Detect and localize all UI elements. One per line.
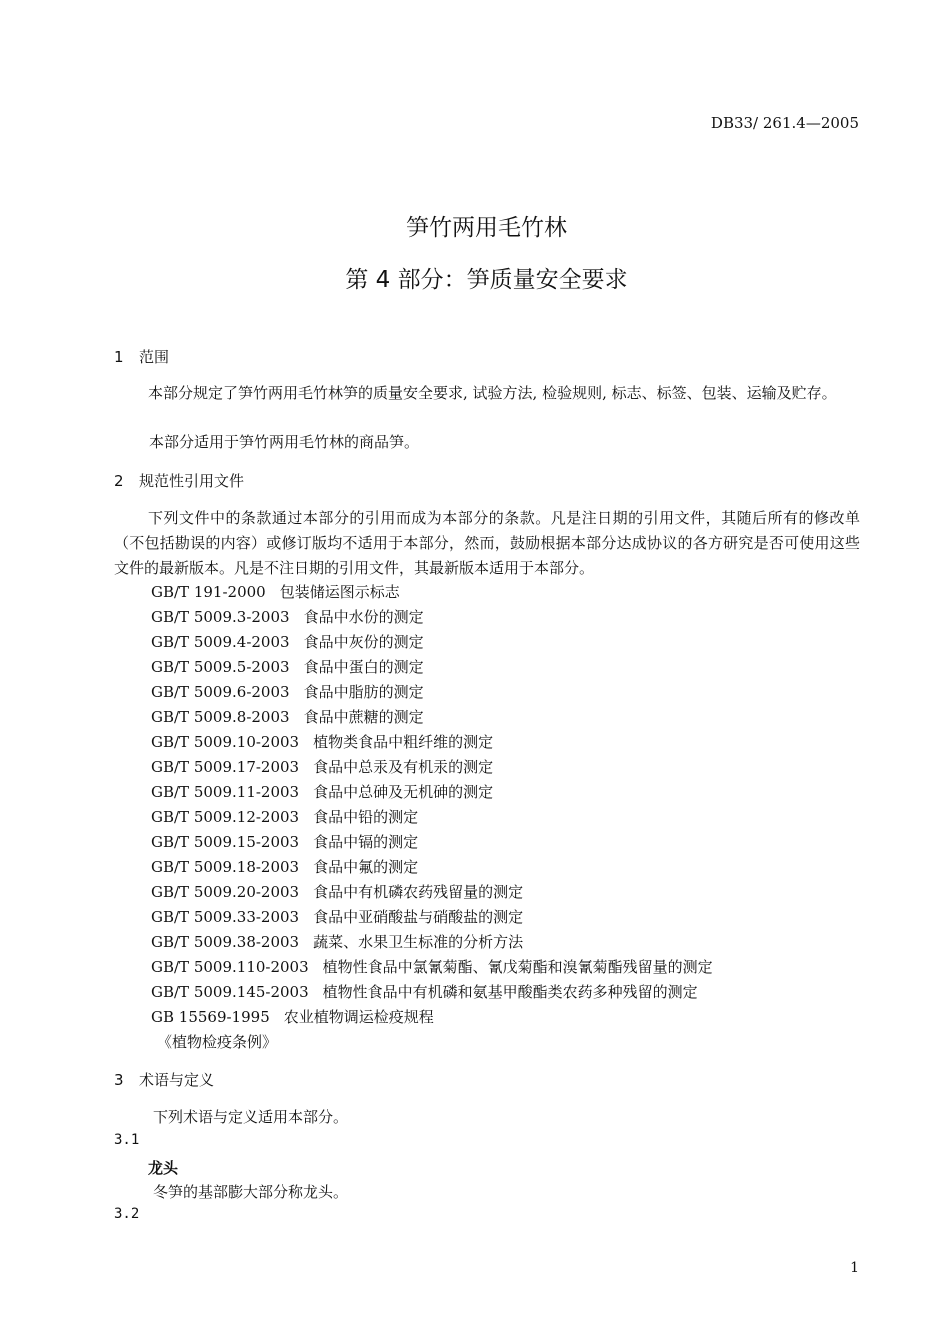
- reference-item: [151, 981, 698, 1002]
- reference-title: 食品中氟的测定: [313, 858, 419, 876]
- term-name: 龙头: [148, 1159, 179, 1177]
- section-title: 范围: [139, 348, 170, 366]
- page-number: 1: [850, 1260, 859, 1276]
- reference-code: GB/T 5009.6-2003: [151, 683, 290, 701]
- reference-item: [151, 706, 424, 727]
- reference-title: 食品中总砷及无机砷的测定: [313, 783, 494, 801]
- clause-number: 3.2: [114, 1206, 140, 1222]
- section-heading-terms: [114, 1069, 214, 1090]
- reference-item: [151, 881, 523, 902]
- section-number: 1: [114, 348, 124, 366]
- section-number: 2: [114, 472, 124, 490]
- reference-title: 食品中有机磷农药残留量的测定: [313, 883, 524, 901]
- reference-item: [151, 856, 418, 877]
- reference-title: 食品中脂肪的测定: [303, 683, 424, 701]
- section-heading-scope: [114, 346, 169, 367]
- reference-title: 食品中蔗糖的测定: [303, 708, 424, 726]
- reference-code: GB/T 5009.145-2003: [151, 983, 309, 1001]
- document-title: 笋竹两用毛竹林: [406, 215, 567, 241]
- reference-code: GB/T 5009.10-2003: [151, 733, 300, 751]
- reference-title: 食品中水份的测定: [303, 608, 424, 626]
- reference-title: 蔬菜、水果卫生标准的分析方法: [313, 933, 524, 951]
- reference-code: GB/T 5009.5-2003: [151, 658, 290, 676]
- reference-item: [151, 656, 424, 677]
- reference-title: 植物性食品中有机磷和氨基甲酸酯类农药多种残留的测定: [322, 983, 698, 1001]
- scope-paragraph-2: 本部分适用于笋竹两用毛竹林的商品笋。: [149, 433, 420, 451]
- reference-item: [151, 631, 424, 652]
- reference-item: [151, 581, 400, 602]
- terms-intro: 下列术语与定义适用本部分。: [153, 1108, 349, 1126]
- section-number: 3: [114, 1071, 124, 1089]
- reference-item: [151, 606, 424, 627]
- reference-item: [151, 906, 523, 927]
- reference-title: 农业植物调运检疫规程: [283, 1008, 434, 1026]
- reference-code: GB/T 5009.33-2003: [151, 908, 300, 926]
- reference-item: [151, 1006, 434, 1027]
- reference-title: 植物性食品中氯氰菊酯、氰戊菊酯和溴氰菊酯残留量的测定: [322, 958, 713, 976]
- reference-item: [151, 956, 713, 977]
- reference-code: GB/T 5009.4-2003: [151, 633, 290, 651]
- reference-title: 食品中蛋白的测定: [303, 658, 424, 676]
- reference-code: GB/T 5009.8-2003: [151, 708, 290, 726]
- reference-code: GB/T 5009.11-2003: [151, 783, 300, 801]
- reference-title: 食品中铅的测定: [313, 808, 419, 826]
- section-heading-normative-references: [114, 470, 244, 491]
- reference-code: GB/T 5009.17-2003: [151, 758, 300, 776]
- reference-item: [151, 756, 493, 777]
- reference-item: [151, 806, 418, 827]
- reference-code: GB/T 5009.18-2003: [151, 858, 300, 876]
- scope-paragraph-1: 本部分规定了笋竹两用毛竹林笋的质量安全要求, 试验方法, 检验规则, 标志、标签、包装、运输及贮存。: [148, 384, 837, 402]
- reference-code: GB/T 191-2000: [151, 583, 266, 601]
- reference-item: [151, 831, 418, 852]
- reference-code: GB/T 5009.3-2003: [151, 608, 290, 626]
- reference-code: GB/T 5009.20-2003: [151, 883, 300, 901]
- reference-title: 食品中灰份的测定: [303, 633, 424, 651]
- clause-number: 3.1: [114, 1132, 140, 1148]
- document-code: DB33/ 261.4—2005: [710, 114, 859, 132]
- reference-code: GB/T 5009.15-2003: [151, 833, 300, 851]
- reference-item: [151, 931, 523, 952]
- reference-code: GB/T 5009.110-2003: [151, 958, 309, 976]
- references-paragraph: 下列文件中的条款通过本部分的引用而成为本部分的条款。凡是注日期的引用文件，其随后所有的修改单（不包括勘误的内容）或修订版均不适用于本部分，然而，鼓励根据本部分达成协议的各方研究是否可使用这些文件的最新版本。凡是不注日期的引用文件，其最新版本适用于本部分。: [114, 509, 860, 577]
- reference-title: 植物类食品中粗纤维的测定: [313, 733, 494, 751]
- document-subtitle: 第 4 部分：笋质量安全要求: [345, 267, 628, 293]
- reference-code: GB/T 5009.12-2003: [151, 808, 300, 826]
- section-title: 术语与定义: [139, 1071, 215, 1089]
- reference-code: GB/T 5009.38-2003: [151, 933, 300, 951]
- section-title: 规范性引用文件: [139, 472, 245, 490]
- reference-title: 食品中镉的测定: [313, 833, 419, 851]
- regulation-reference: 《植物检疫条例》: [157, 1033, 278, 1051]
- reference-title: 包装储运图示标志: [279, 583, 400, 601]
- reference-code: GB 15569-1995: [151, 1008, 270, 1026]
- reference-title: 食品中亚硝酸盐与硝酸盐的测定: [313, 908, 524, 926]
- reference-item: [151, 781, 493, 802]
- reference-item: [151, 681, 424, 702]
- reference-title: 食品中总汞及有机汞的测定: [313, 758, 494, 776]
- term-definition: 冬笋的基部膨大部分称龙头。: [153, 1183, 349, 1201]
- reference-item: [151, 731, 493, 752]
